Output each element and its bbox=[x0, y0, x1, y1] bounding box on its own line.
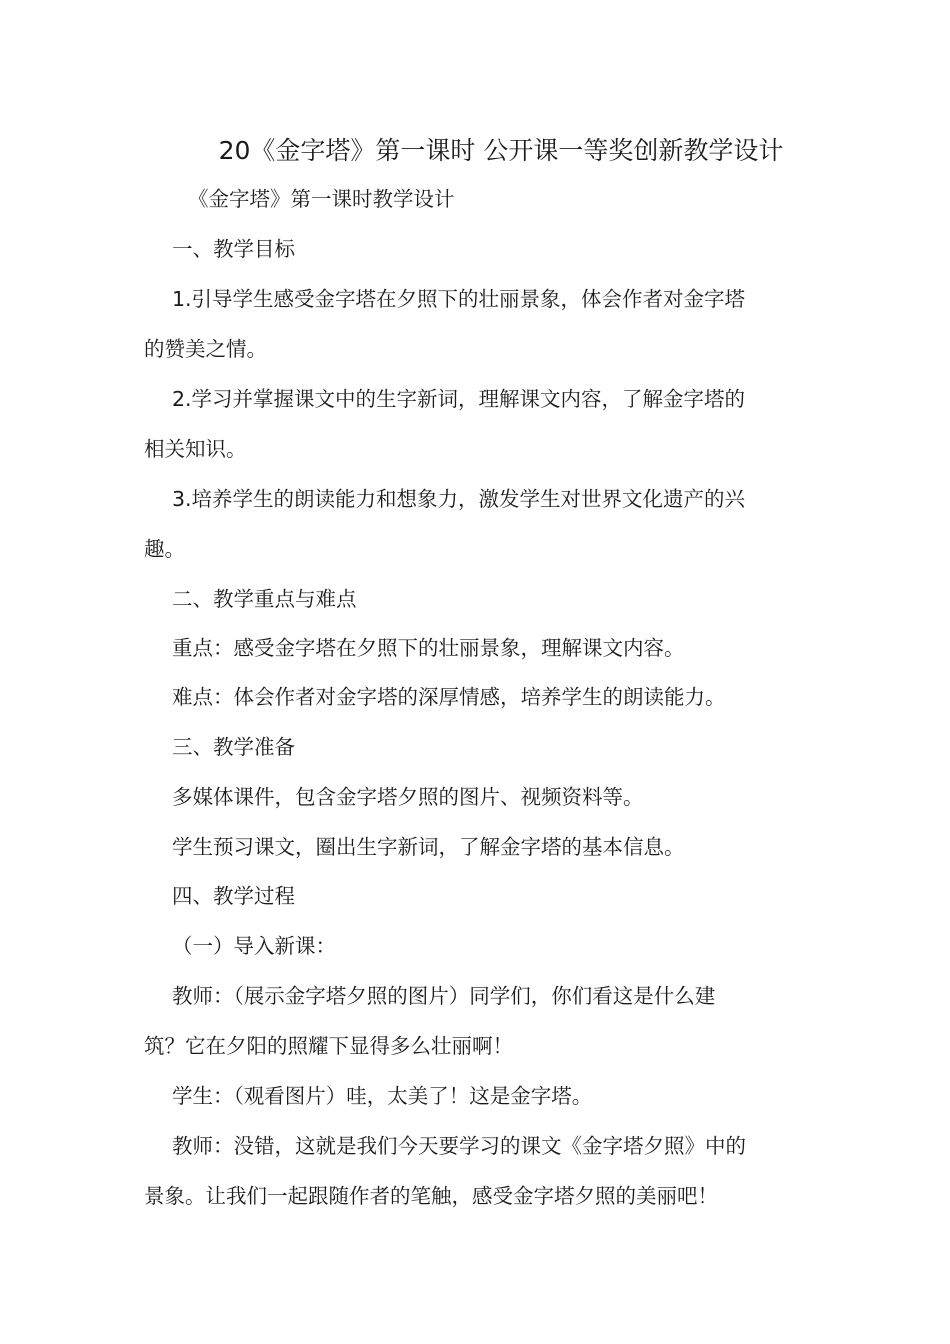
section-heading-process: 四、教学过程 bbox=[172, 884, 295, 908]
preparation-item-1: 多媒体课件，包含金字塔夕照的图片、视频资料等。 bbox=[172, 785, 644, 809]
document-subtitle: 《金字塔》第一课时教学设计 bbox=[188, 187, 455, 211]
section-heading-key-points: 二、教学重点与难点 bbox=[172, 587, 357, 611]
objective-3-line-2: 趣。 bbox=[144, 537, 185, 561]
process-subheading-intro: （一）导入新课： bbox=[172, 934, 336, 958]
objective-1-line-1: 1.引导学生感受金字塔在夕照下的壮丽景象，体会作者对金字塔 bbox=[172, 287, 746, 311]
section-heading-preparation: 三、教学准备 bbox=[172, 735, 295, 759]
dialogue-teacher-1-line-2: 筑？它在夕阳的照耀下显得多么壮丽啊！ bbox=[144, 1034, 513, 1058]
dialogue-teacher-2-line-2: 景象。让我们一起跟随作者的笔触，感受金字塔夕照的美丽吧！ bbox=[144, 1184, 718, 1208]
objective-2-line-2: 相关知识。 bbox=[144, 437, 247, 461]
dialogue-teacher-1-line-1: 教师：（展示金字塔夕照的图片）同学们，你们看这是什么建 bbox=[172, 984, 716, 1008]
dialogue-teacher-2-line-1: 教师：没错，这就是我们今天要学习的课文《金字塔夕照》中的 bbox=[172, 1134, 746, 1158]
objective-1-line-2: 的赞美之情。 bbox=[144, 337, 267, 361]
key-point: 重点：感受金字塔在夕照下的壮丽景象，理解课文内容。 bbox=[172, 636, 685, 660]
objective-3-line-1: 3.培养学生的朗读能力和想象力，激发学生对世界文化遗产的兴 bbox=[172, 487, 746, 511]
section-heading-objectives: 一、教学目标 bbox=[172, 237, 295, 261]
preparation-item-2: 学生预习课文，圈出生字新词，了解金字塔的基本信息。 bbox=[172, 835, 685, 859]
dialogue-student-1: 学生：（观看图片）哇，太美了！这是金字塔。 bbox=[172, 1084, 593, 1108]
objective-2-line-1: 2.学习并掌握课文中的生字新词，理解课文内容，了解金字塔的 bbox=[172, 387, 746, 411]
difficult-point: 难点：体会作者对金字塔的深厚情感，培养学生的朗读能力。 bbox=[172, 685, 726, 709]
document-title: 20《金字塔》第一课时 公开课一等奖创新教学设计 bbox=[218, 136, 784, 165]
